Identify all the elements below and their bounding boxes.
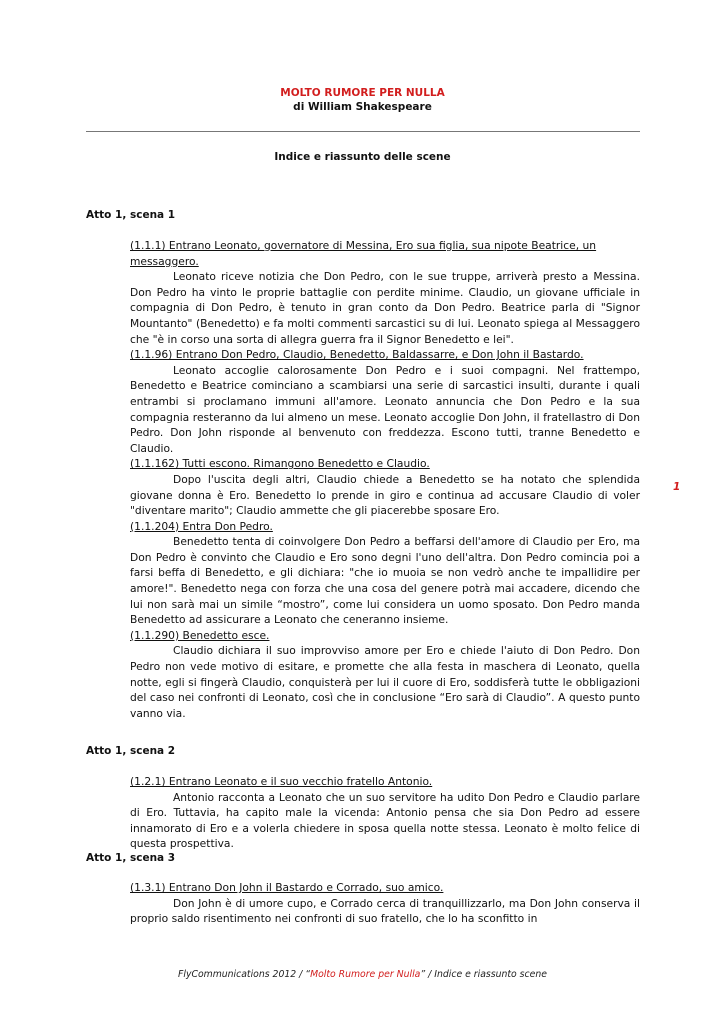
scene-cue: (1.2.1) Entrano Leonato e il suo vecchio fratello Antonio. [130, 775, 433, 788]
page-number: 1 [673, 481, 681, 493]
footer [0, 969, 725, 980]
footer-suffix: ” / Indice e riassunto scene [420, 969, 547, 980]
scene-summary: Leonato accoglie calorosamente Don Pedro e i suoi compagni. Nel frattempo, Benedetto e Beatrice cominciano a scambiarsi una serie di sarcastici insulti, durante i quali entrambi si proclamano immuni all'amore. Leonato annuncia che Don Pedro e la sua compagnia resteranno da lui almeno un mese. Leonato accoglie Don John, il fratellastro di Don Pedro. Don John risponde al benvenuto con freddezza. Escono tutti, tranne Benedetto e Claudio. [130, 363, 640, 455]
scene-summary: Benedetto tenta di coinvolgere Don Pedro a beffarsi dell'amore di Claudio per Ero, ma Don Pedro è convinto che Claudio e Ero sono degni l'uno dell'altra. Don Pedro comincia poi a farsi beffa di Benedetto, e gli dichiara: "che io muoia se non vedrò anche te impallidire per amore!". Benedetto nega con forza che una cosa del genere potrà mai accadere, dicendo che lui non sarà mai un simile “mostro”, come lui considera un uomo sposato. Don Pedro manda Benedetto ad assicurare a Leonato che ceneranno insieme. [130, 535, 640, 627]
header-rule [86, 131, 640, 132]
scene-block [130, 238, 640, 721]
document-title: MOLTO RUMORE PER NULLA [280, 87, 445, 99]
act-heading: Atto 1, scena 3 [86, 852, 176, 864]
scene-cue: (1.3.1) Entrano Don John il Bastardo e Corrado, suo amico. [130, 881, 444, 894]
document-author: di William Shakespeare [293, 101, 432, 113]
scene-cue: (1.1.162) Tutti escono. Rimangono Benedetto e Claudio. [130, 457, 430, 471]
scene-summary: Dopo l'uscita degli altri, Claudio chiede a Benedetto se ha notato che splendida giovane donna è Ero. Benedetto lo prende in giro e continua ad accusare Claudio di voler "diventare marito"; Claudio ammette che gli piacerebbe sposare Ero. [130, 472, 640, 518]
act-heading: Atto 1, scena 1 [86, 209, 176, 221]
scene-summary: Antonio racconta a Leonato che un suo servitore ha udito Don Pedro e Claudio parlare di Ero. Tuttavia, ha capito male la vicenda: Antonio pensa che sia Don Pedro ad essere innamorato di Ero e a volerla chiedere in sposa quella notte stessa. Leonato è molto felice di questa prospettiva. [130, 790, 640, 851]
footer-title: Molto Rumore per Nulla [310, 969, 421, 980]
scene-summary: Leonato riceve notizia che Don Pedro, con le sue truppe, arriverà presto a Messina. Don Pedro ha vinto le proprie battaglie con perdite minime. Claudio, un giovane ufficiale in compagnia di Don Pedro, è tenuto in gran conto da Don Pedro. Beatrice parla di "Signor Mountanto" (Benedetto) e fa molti commenti sarcastici su di lui. Leonato spiega al Messaggero che "è in corso una sorta di allegra guerra fra il Signor Benedetto e lei". [130, 270, 640, 346]
scene-block [130, 880, 640, 927]
index-title: Indice e riassunto delle scene [274, 151, 451, 163]
footer-prefix: FlyCommunications 2012 / “ [178, 969, 311, 980]
scene-summary: Claudio dichiara il suo improvviso amore per Ero e chiede l'aiuto di Don Pedro. Don Pedro non vede motivo di esitare, e promette che alla festa in maschera di Leonato, quella notte, egli si fingerà Claudio, conquisterà per lui il cuore di Ero, soddisferà tutte le obbligazioni del caso nei confronti di Leonato, così che in conclusione “Ero sarà di Claudio”. A questo punto vanno via. [130, 644, 640, 720]
scene-cue: (1.1.204) Entra Don Pedro. [130, 519, 273, 533]
scene-cue: (1.1.1) Entrano Leonato, governatore di Messina, Ero sua figlia, sua nipote Beatrice, un messaggero. [130, 239, 597, 268]
scene-cue: (1.1.96) Entrano Don Pedro, Claudio, Benedetto, Baldassarre, e Don John il Bastardo. [130, 348, 584, 362]
scene-cue: (1.1.290) Benedetto esce. [130, 628, 270, 642]
act-heading: Atto 1, scena 2 [86, 745, 176, 757]
scene-block [130, 774, 640, 852]
scene-summary: Don John è di umore cupo, e Corrado cerca di tranquillizzarlo, ma Don John conserva il proprio saldo risentimento nei confronti di suo fratello, che lo ha sconfitto in [130, 896, 640, 926]
